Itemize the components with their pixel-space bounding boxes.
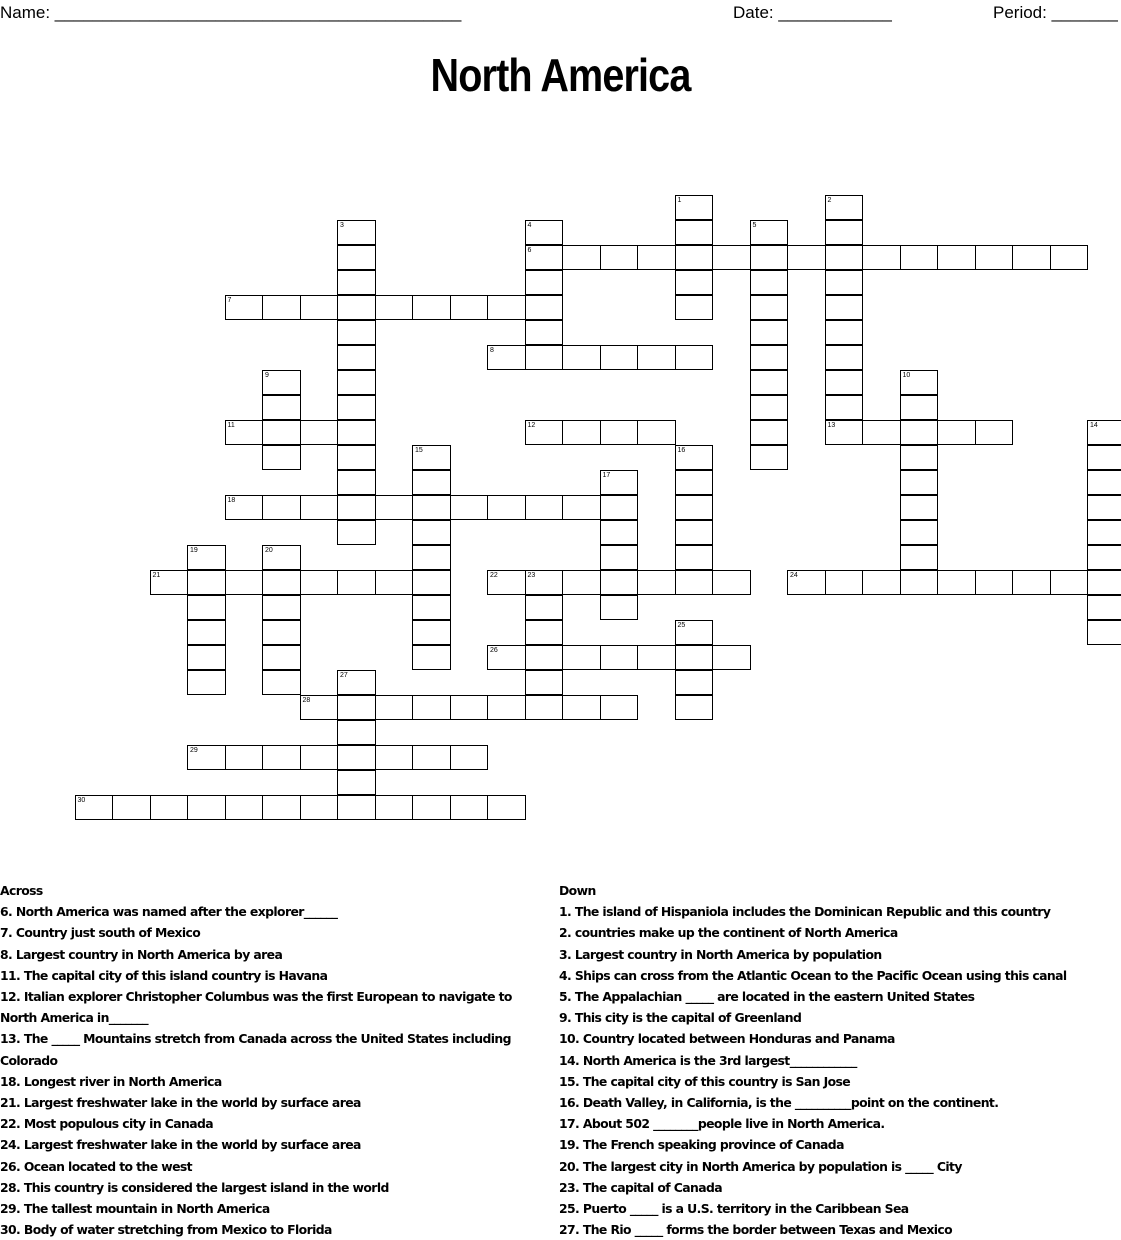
grid-cell[interactable]	[825, 395, 864, 420]
grid-cell[interactable]	[675, 220, 714, 245]
grid-cell[interactable]	[900, 570, 939, 595]
grid-cell[interactable]	[412, 570, 451, 595]
grid-cell[interactable]	[225, 795, 264, 820]
down-clue: 14. North America is the 3rd largest____________	[559, 1052, 857, 1068]
grid-cell[interactable]	[750, 220, 789, 245]
grid-cell[interactable]	[300, 745, 339, 770]
down-clue: 4. Ships can cross from the Atlantic Ocean to the Pacific Ocean using this canal	[559, 967, 1067, 983]
grid-cell[interactable]	[412, 645, 451, 670]
grid-cell[interactable]	[412, 745, 451, 770]
grid-cell[interactable]	[487, 495, 526, 520]
grid-cell[interactable]	[900, 370, 939, 395]
clue-number: 9	[265, 372, 269, 379]
down-clue: 19. The French speaking province of Canada	[559, 1137, 844, 1153]
grid-cell[interactable]	[600, 695, 639, 720]
grid-cell[interactable]	[562, 695, 601, 720]
grid-cell[interactable]	[525, 220, 564, 245]
grid-cell[interactable]	[337, 795, 376, 820]
grid-cell[interactable]	[412, 520, 451, 545]
grid-cell[interactable]	[187, 795, 226, 820]
grid-cell[interactable]	[825, 370, 864, 395]
grid-cell[interactable]	[337, 270, 376, 295]
grid-cell[interactable]	[900, 445, 939, 470]
clue-number: 18	[227, 497, 236, 504]
grid-cell[interactable]	[1087, 595, 1121, 620]
grid-cell[interactable]	[825, 270, 864, 295]
clue-number: 17	[602, 472, 611, 479]
grid-cell[interactable]	[300, 420, 339, 445]
grid-cell[interactable]	[825, 220, 864, 245]
grid-cell[interactable]	[637, 570, 676, 595]
grid-cell[interactable]	[750, 345, 789, 370]
grid-cell[interactable]	[675, 245, 714, 270]
grid-cell[interactable]	[525, 345, 564, 370]
clue-number: 19	[190, 547, 198, 554]
grid-cell[interactable]	[637, 245, 676, 270]
grid-cell[interactable]	[225, 570, 264, 595]
grid-cell[interactable]	[337, 470, 376, 495]
grid-cell[interactable]	[262, 670, 301, 695]
across-clues	[0, 880, 550, 1240]
grid-cell[interactable]	[712, 245, 751, 270]
grid-cell[interactable]	[337, 370, 376, 395]
grid-cell[interactable]	[337, 745, 376, 770]
grid-cell[interactable]	[450, 745, 489, 770]
grid-cell[interactable]	[525, 270, 564, 295]
grid-cell[interactable]	[525, 320, 564, 345]
grid-cell[interactable]	[300, 295, 339, 320]
grid-cell[interactable]	[825, 570, 864, 595]
grid-cell[interactable]	[600, 245, 639, 270]
grid-cell[interactable]	[262, 445, 301, 470]
grid-cell[interactable]	[675, 645, 714, 670]
clue-number: 13	[827, 422, 836, 429]
grid-cell[interactable]	[1087, 520, 1121, 545]
across-clue: 22. Most populous city in Canada	[0, 1116, 214, 1132]
grid-cell[interactable]	[525, 420, 564, 445]
grid-cell[interactable]	[187, 620, 226, 645]
grid-cell[interactable]	[337, 495, 376, 520]
grid-cell[interactable]	[600, 645, 639, 670]
grid-cell[interactable]	[450, 795, 489, 820]
grid-cell[interactable]	[225, 745, 264, 770]
grid-cell[interactable]	[150, 795, 189, 820]
grid-cell[interactable]	[675, 295, 714, 320]
clue-number: 6	[527, 247, 532, 254]
across-clue: 8. Largest country in North America by area	[0, 946, 283, 962]
grid-cell[interactable]	[112, 795, 151, 820]
grid-cell[interactable]	[787, 570, 826, 595]
grid-cell[interactable]	[450, 695, 489, 720]
down-clue: 20. The largest city in North America by population is _____ City	[559, 1158, 962, 1174]
clue-number: 4	[527, 222, 532, 229]
grid-cell[interactable]	[412, 470, 451, 495]
down-heading: Down	[559, 883, 596, 898]
down-clue: 25. Puerto _____ is a U.S. territory in the Caribbean Sea	[559, 1201, 909, 1217]
grid-cell[interactable]	[600, 420, 639, 445]
grid-cell[interactable]	[412, 595, 451, 620]
grid-cell[interactable]	[1087, 545, 1121, 570]
grid-cell[interactable]	[487, 645, 526, 670]
grid-cell[interactable]	[525, 570, 564, 595]
across-clue: 11. The capital city of this island country is Havana	[0, 967, 328, 983]
grid-cell[interactable]	[375, 295, 414, 320]
clue-number: 30	[77, 797, 86, 804]
grid-cell[interactable]	[712, 645, 751, 670]
clue-number: 23	[527, 572, 536, 579]
grid-cell[interactable]	[675, 445, 714, 470]
grid-cell[interactable]	[262, 370, 301, 395]
grid-cell[interactable]	[375, 745, 414, 770]
grid-cell[interactable]	[337, 320, 376, 345]
clue-number: 20	[265, 547, 273, 554]
grid-cell[interactable]	[637, 645, 676, 670]
across-clue: 13. The _____ Mountains stretch from Canada across the United States including Colorado	[0, 1031, 511, 1068]
grid-cell[interactable]	[487, 570, 526, 595]
grid-cell[interactable]	[525, 620, 564, 645]
grid-cell[interactable]	[225, 495, 264, 520]
period-field[interactable]: Period: _______	[993, 3, 1118, 22]
grid-cell[interactable]	[825, 195, 864, 220]
down-clue: 15. The capital city of this country is San Jose	[559, 1073, 851, 1089]
grid-cell[interactable]	[675, 620, 714, 645]
grid-cell[interactable]	[562, 345, 601, 370]
grid-cell[interactable]	[562, 245, 601, 270]
clue-number: 28	[302, 697, 311, 704]
clue-number: 26	[490, 647, 498, 654]
grid-cell[interactable]	[487, 695, 526, 720]
down-clue: 27. The Rio _____ forms the border between Texas and Mexico	[559, 1222, 953, 1238]
clue-number: 14	[1090, 422, 1098, 429]
grid-cell[interactable]	[262, 645, 301, 670]
grid-cell[interactable]	[525, 495, 564, 520]
grid-cell[interactable]	[262, 620, 301, 645]
grid-cell[interactable]	[1087, 445, 1121, 470]
clue-number: 24	[790, 572, 798, 579]
grid-cell[interactable]	[187, 595, 226, 620]
clue-number: 2	[827, 197, 832, 204]
down-clue: 3. Largest country in North America by population	[559, 946, 882, 962]
across-clue: 26. Ocean located to the west	[0, 1158, 192, 1174]
grid-cell[interactable]	[375, 795, 414, 820]
grid-cell[interactable]	[900, 545, 939, 570]
grid-cell[interactable]	[412, 445, 451, 470]
grid-cell[interactable]	[337, 520, 376, 545]
down-clues	[559, 880, 1119, 1240]
grid-cell[interactable]	[750, 295, 789, 320]
grid-cell[interactable]	[1050, 245, 1089, 270]
page-title: North America	[430, 49, 691, 101]
grid-cell[interactable]	[675, 570, 714, 595]
grid-cell[interactable]	[975, 420, 1014, 445]
grid-cell[interactable]	[337, 445, 376, 470]
grid-cell[interactable]	[1087, 495, 1121, 520]
grid-cell[interactable]	[675, 520, 714, 545]
grid-cell[interactable]	[675, 545, 714, 570]
grid-cell[interactable]	[487, 795, 526, 820]
grid-cell[interactable]	[862, 245, 901, 270]
clue-number: 29	[190, 747, 198, 754]
grid-cell[interactable]	[675, 670, 714, 695]
grid-cell[interactable]	[337, 570, 376, 595]
grid-cell[interactable]	[525, 245, 564, 270]
grid-cell[interactable]	[300, 495, 339, 520]
grid-cell[interactable]	[337, 670, 376, 695]
grid-cell[interactable]	[1087, 420, 1121, 445]
grid-cell[interactable]	[262, 495, 301, 520]
grid-cell[interactable]	[187, 570, 226, 595]
grid-cell[interactable]	[450, 495, 489, 520]
grid-cell[interactable]	[375, 695, 414, 720]
down-clue: 17. About 502 ________people live in North America.	[559, 1116, 885, 1132]
grid-cell[interactable]	[562, 420, 601, 445]
grid-cell[interactable]	[1087, 620, 1121, 645]
grid-cell[interactable]	[262, 745, 301, 770]
grid-cell[interactable]	[262, 595, 301, 620]
grid-cell[interactable]	[637, 345, 676, 370]
grid-cell[interactable]	[675, 345, 714, 370]
grid-cell[interactable]	[337, 720, 376, 745]
grid-cell[interactable]	[225, 420, 264, 445]
grid-cell[interactable]	[675, 495, 714, 520]
down-clue: 10. Country located between Honduras and Panama	[559, 1031, 895, 1047]
grid-cell[interactable]	[825, 320, 864, 345]
grid-cell[interactable]	[750, 420, 789, 445]
grid-cell[interactable]	[900, 245, 939, 270]
grid-cell[interactable]	[337, 770, 376, 795]
grid-cell[interactable]	[337, 695, 376, 720]
grid-cell[interactable]	[262, 795, 301, 820]
grid-cell[interactable]	[750, 320, 789, 345]
grid-cell[interactable]	[600, 595, 639, 620]
grid-cell[interactable]	[675, 195, 714, 220]
clue-number: 1	[677, 197, 682, 204]
grid-cell[interactable]	[450, 295, 489, 320]
grid-cell[interactable]	[337, 395, 376, 420]
grid-cell[interactable]	[750, 245, 789, 270]
across-clue: 6. North America was named after the explorer______	[0, 904, 338, 920]
date-field[interactable]: Date: ____________	[733, 3, 892, 22]
grid-cell[interactable]	[750, 370, 789, 395]
clue-number: 15	[415, 447, 423, 454]
grid-cell[interactable]	[825, 245, 864, 270]
grid-cell[interactable]	[337, 220, 376, 245]
grid-cell[interactable]	[375, 495, 414, 520]
grid-cell[interactable]	[187, 645, 226, 670]
grid-cell[interactable]	[187, 545, 226, 570]
grid-cell[interactable]	[675, 270, 714, 295]
grid-cell[interactable]	[337, 295, 376, 320]
clue-number: 10	[902, 372, 911, 379]
grid-cell[interactable]	[562, 495, 601, 520]
grid-cell[interactable]	[487, 295, 526, 320]
clue-number: 3	[340, 222, 344, 229]
clue-number: 5	[752, 222, 757, 229]
grid-cell[interactable]	[712, 570, 751, 595]
grid-cell[interactable]	[300, 695, 339, 720]
grid-cell[interactable]	[187, 670, 226, 695]
grid-cell[interactable]	[675, 695, 714, 720]
grid-cell[interactable]	[1087, 470, 1121, 495]
clue-number: 7	[227, 297, 232, 304]
grid-cell[interactable]	[262, 295, 301, 320]
grid-cell[interactable]	[900, 395, 939, 420]
across-clue: 29. The tallest mountain in North America	[0, 1201, 270, 1217]
grid-cell[interactable]	[825, 295, 864, 320]
grid-cell[interactable]	[637, 420, 676, 445]
down-clue: 16. Death Valley, in California, is the __________point on the continent.	[559, 1095, 999, 1111]
grid-cell[interactable]	[675, 470, 714, 495]
grid-cell[interactable]	[900, 470, 939, 495]
grid-cell[interactable]	[412, 795, 451, 820]
grid-cell[interactable]	[1012, 245, 1051, 270]
grid-cell[interactable]	[900, 420, 939, 445]
clue-number: 22	[490, 572, 498, 579]
grid-cell[interactable]	[750, 270, 789, 295]
across-heading: Across	[0, 883, 43, 898]
grid-cell[interactable]	[187, 745, 226, 770]
grid-cell[interactable]	[975, 245, 1014, 270]
grid-cell[interactable]	[975, 570, 1014, 595]
grid-cell[interactable]	[300, 795, 339, 820]
across-clue: 7. Country just south of Mexico	[0, 925, 201, 941]
grid-cell[interactable]	[562, 570, 601, 595]
grid-cell[interactable]	[900, 520, 939, 545]
across-clue: 21. Largest freshwater lake in the world by surface area	[0, 1095, 361, 1111]
grid-cell[interactable]	[600, 570, 639, 595]
grid-cell[interactable]	[937, 420, 976, 445]
grid-cell[interactable]	[75, 795, 114, 820]
grid-cell[interactable]	[862, 420, 901, 445]
clue-number: 21	[152, 572, 161, 579]
grid-cell[interactable]	[262, 395, 301, 420]
clue-number: 12	[527, 422, 536, 429]
across-clue: 18. Longest river in North America	[0, 1073, 222, 1089]
grid-cell[interactable]	[262, 545, 301, 570]
down-clue: 23. The capital of Canada	[559, 1179, 723, 1195]
grid-cell[interactable]	[525, 295, 564, 320]
grid-cell[interactable]	[262, 420, 301, 445]
grid-cell[interactable]	[525, 670, 564, 695]
across-clue: 12. Italian explorer Christopher Columbus was the first European to navigate to North America in_______	[0, 989, 512, 1026]
down-clue: 5. The Appalachian _____ are located in the eastern United States	[559, 989, 975, 1005]
grid-cell[interactable]	[862, 570, 901, 595]
grid-cell[interactable]	[262, 570, 301, 595]
clue-number: 11	[227, 422, 235, 429]
grid-cell[interactable]	[300, 570, 339, 595]
grid-cell[interactable]	[600, 545, 639, 570]
grid-cell[interactable]	[412, 545, 451, 570]
down-clue: 9. This city is the capital of Greenland	[559, 1010, 802, 1026]
grid-cell[interactable]	[937, 245, 976, 270]
grid-cell[interactable]	[562, 645, 601, 670]
across-clue-list	[0, 901, 550, 1240]
grid-cell[interactable]	[825, 345, 864, 370]
grid-cell[interactable]	[412, 695, 451, 720]
grid-cell[interactable]	[600, 495, 639, 520]
grid-cell[interactable]	[412, 295, 451, 320]
grid-cell[interactable]	[1087, 570, 1121, 595]
grid-cell[interactable]	[525, 595, 564, 620]
down-clue: 1. The island of Hispaniola includes the Dominican Republic and this country	[559, 904, 1051, 920]
down-clue-list	[559, 901, 1119, 1240]
grid-cell[interactable]	[412, 620, 451, 645]
grid-cell[interactable]	[525, 645, 564, 670]
across-clue: 24. Largest freshwater lake in the world by surface area	[0, 1137, 361, 1153]
grid-cell[interactable]	[375, 570, 414, 595]
grid-cell[interactable]	[487, 345, 526, 370]
clue-number: 27	[340, 672, 348, 679]
grid-cell[interactable]	[600, 345, 639, 370]
grid-cell[interactable]	[825, 420, 864, 445]
grid-cell[interactable]	[750, 395, 789, 420]
grid-cell[interactable]	[937, 570, 976, 595]
grid-cell[interactable]	[600, 520, 639, 545]
across-clue: 28. This country is considered the largest island in the world	[0, 1179, 389, 1195]
grid-cell[interactable]	[337, 345, 376, 370]
down-clue: 2. countries make up the continent of North America	[559, 925, 898, 941]
grid-cell[interactable]	[787, 245, 826, 270]
grid-cell[interactable]	[225, 295, 264, 320]
grid-cell[interactable]	[750, 445, 789, 470]
grid-cell[interactable]	[1050, 570, 1089, 595]
grid-cell[interactable]	[150, 570, 189, 595]
grid-cell[interactable]	[337, 245, 376, 270]
grid-cell[interactable]	[525, 695, 564, 720]
clue-number: 25	[677, 622, 686, 629]
clue-number: 8	[490, 347, 494, 354]
grid-cell[interactable]	[900, 495, 939, 520]
grid-cell[interactable]	[600, 470, 639, 495]
grid-cell[interactable]	[412, 495, 451, 520]
grid-cell[interactable]	[1012, 570, 1051, 595]
clue-number: 16	[677, 447, 686, 454]
across-clue: 30. Body of water stretching from Mexico to Florida	[0, 1222, 332, 1238]
grid-cell[interactable]	[337, 420, 376, 445]
name-field[interactable]: Name: ___________________________________________	[0, 3, 462, 22]
